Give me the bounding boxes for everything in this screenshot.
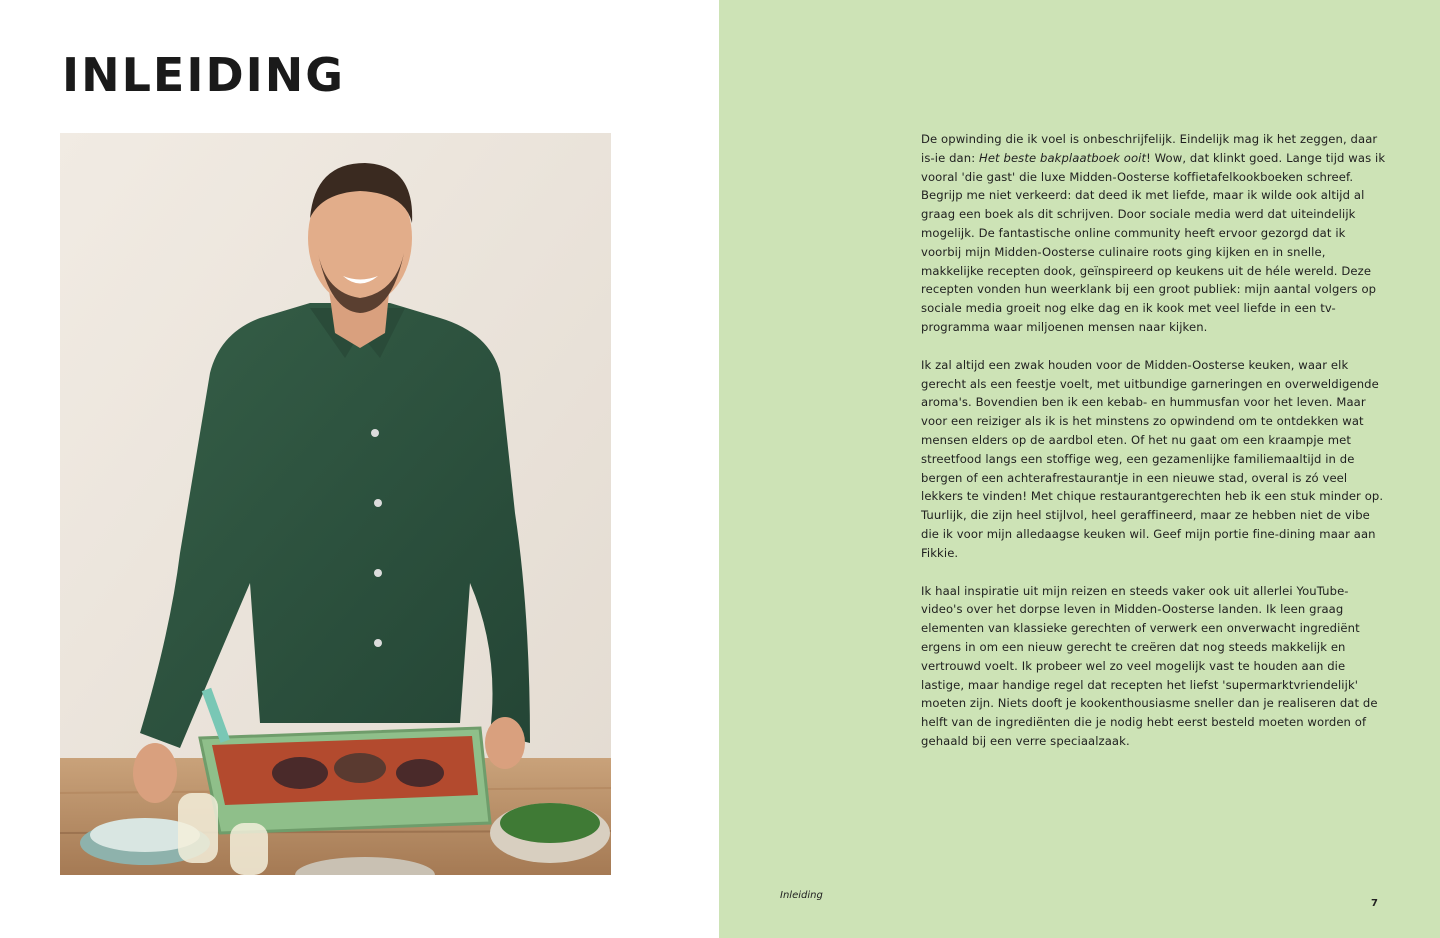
running-footer: Inleiding — [780, 890, 823, 901]
paragraph-1 — [921, 130, 1386, 337]
paragraph-1-start: De opwinding die ik voel is onbeschrijfelijk. Eindelijk mag ik het zeggen, daar is-ie dan: — [921, 132, 1378, 165]
page-heading: INLEIDING — [62, 48, 346, 102]
book-title-emphasis: Het beste bakplaatboek ooit — [979, 150, 1147, 165]
chef-portrait-photo — [60, 133, 611, 875]
left-page — [0, 0, 719, 938]
body-text — [921, 130, 1386, 770]
right-page — [719, 0, 1440, 938]
paragraph-2: Ik zal altijd een zwak houden voor de Midden-Oosterse keuken, waar elk gerecht als een feestje voelt, met uitbundige garneringen en overweldigende aroma's. Bovendien ben ik een kebab- en hummusfan voor het leven. Maar voor een reiziger als ik is het minstens zo opwindend om te ontdekken wat mensen elders op de aardbol eten. Of het nu gaat om een kraampje met streetfood langs een stoffige weg, een gezamenlijke familiemaaltijd in de bergen of een achterafrestaurantje in een nieuwe stad, overal is zó veel lekkers te vinden! Met chique restaurantgerechten heb ik een stuk minder op. Tuurlijk, die zijn heel stijlvol, heel geraffineerd, maar ze hebben niet de vibe die ik voor mijn alledaagse keuken wil. Geef mijn portie fine-dining maar aan Fikkie. — [921, 357, 1384, 560]
paragraph-3: Ik haal inspiratie uit mijn reizen en steeds vaker ook uit allerlei YouTube-video's over het dorpse leven in Midden-Oosterse landen. Ik leen graag elementen van klassieke gerechten of verwerk een onverwacht ingrediënt ergens in om een nieuw gerecht te creëren dat nog steeds makkelijk en vertrouwd voelt. Ik probeer wel zo veel mogelijk vast te houden aan die lastige, maar handige regel dat recepten het liefst 'supermarktvriendelijk' moeten zijn. Niets dooft je kookenthousiasme sneller dan je realiseren dat de helft van de ingrediënten die je nodig hebt eerst besteld moeten worden of gehaald bij een verre speciaalzaak. — [921, 583, 1378, 748]
page-number: 7 — [1371, 898, 1378, 909]
paragraph-1-end: ! Wow, dat klinkt goed. Lange tijd was ik vooral 'die gast' die luxe Midden-Oosterse koffietafelkookboeken schreef. Begrijp me niet verkeerd: dat deed ik met liefde, maar ik wilde ook altijd al graag een boek als dit schrijven. Door sociale media werd dat uiteindelijk mogelijk. De fantastische online community heeft ervoor gezorgd dat ik voorbij mijn Midden-Oosterse culinaire roots ging kijken en in snelle, makkelijke recepten dook, geïnspireerd op keukens uit de héle wereld. Deze recepten vonden hun weerklank bij een groot publiek: mijn aantal volgers op sociale media groeit nog elke dag en ik kook met veel liefde in een tv-programma waar miljoenen mensen naar kijken. — [921, 150, 1386, 334]
